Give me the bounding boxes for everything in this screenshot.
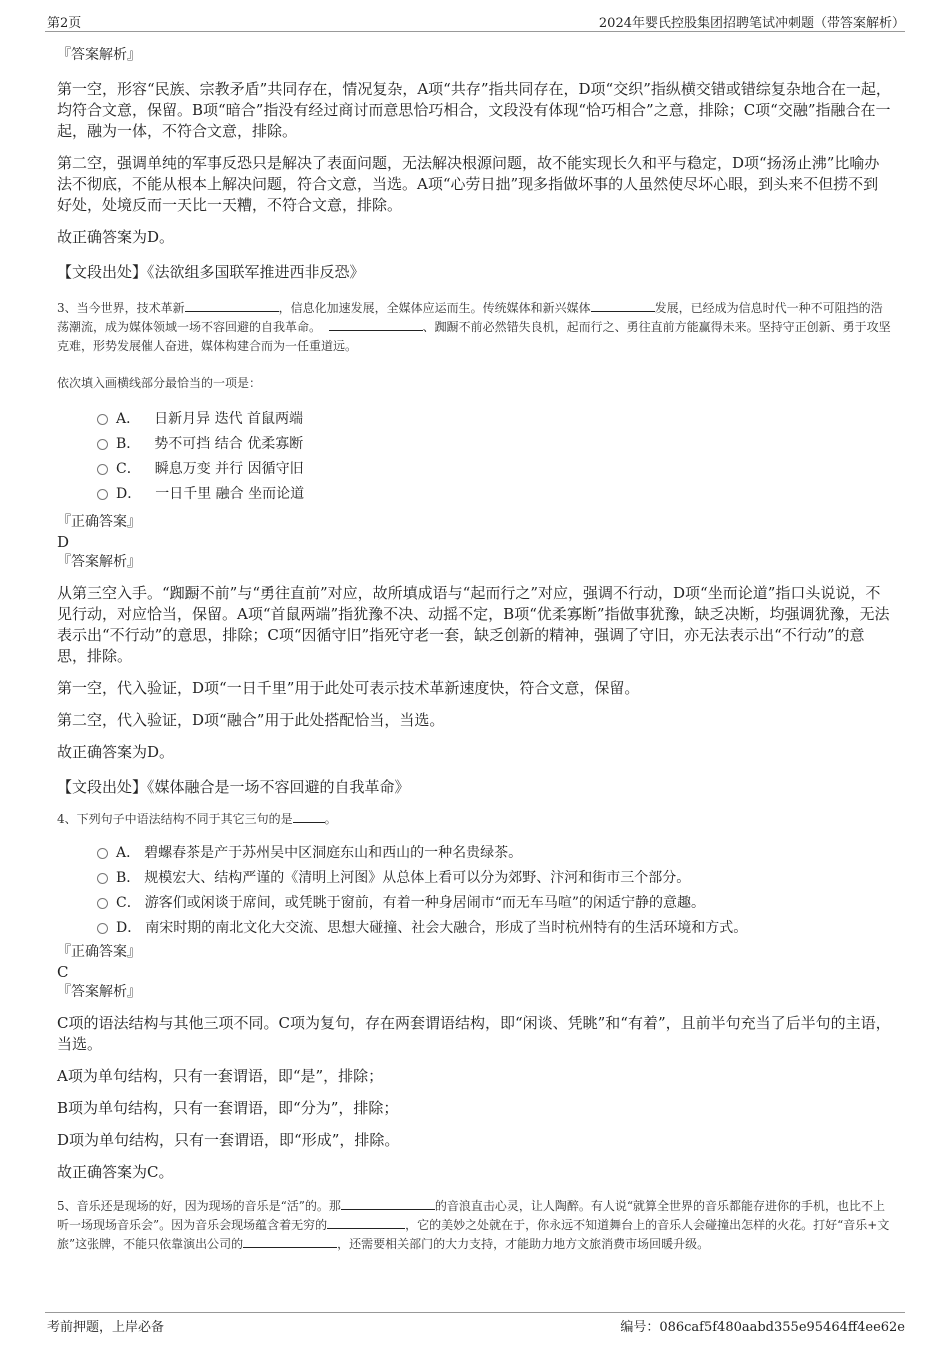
q4-option-c[interactable]: C． 游客们或闲谈于席间，或凭眺于窗前，有着一种身居闹市“而无车马喧”的闲适宁静的意趣。: [97, 891, 892, 916]
blank-3: [329, 318, 423, 331]
blank-q4: [293, 810, 325, 823]
radio-icon[interactable]: [97, 489, 108, 500]
q4-option-d[interactable]: D． 南宋时期的南北文化大交流、思想大碰撞、社会大融合，形成了当时杭州特有的生活环境和方式。: [97, 916, 892, 941]
q3-option-c[interactable]: C． 瞬息万变 并行 因循守旧: [97, 457, 892, 482]
q4-correct-label: 『正确答案』: [57, 944, 141, 960]
document-title: 2024年婴氏控股集团招聘笔试冲刺题（带答案解析）: [598, 16, 905, 31]
q3-analysis-para3: 第二空，代入验证，D项“融合”用于此处搭配恰当，当选。: [57, 711, 445, 729]
page-content: [57, 44, 892, 1254]
q4-analysis-para1: C项的语法结构与其他三项不同。C项为复句，存在两套谓语结构，即“闲谈、凭眺”和“有着”，且前半句充当了后半句的主语，当选。: [57, 1014, 891, 1053]
page-number: 第2页: [47, 16, 82, 31]
document-id: 编号：086caf5f480aabd355e95464ff4ee62e: [620, 1320, 905, 1335]
q4-analysis-para4: D项为单句结构，只有一套谓语，即“形成”，排除。: [57, 1131, 400, 1149]
q3-options: [57, 407, 892, 507]
radio-icon[interactable]: [97, 848, 108, 859]
q4-stem: 4、下列句子中语法结构不同于其它三句的是 。: [57, 812, 337, 826]
radio-icon[interactable]: [97, 439, 108, 450]
q4-analysis-label: 『答案解析』: [57, 984, 141, 1000]
q3-option-b[interactable]: B． 势不可挡 结合 优柔寡断: [97, 432, 892, 457]
q4-option-b[interactable]: B． 规模宏大、结构严谨的《清明上河图》从总体上看可以分为郊野、汴河和街市三个部分。: [97, 866, 892, 891]
blank-2: [327, 1216, 405, 1229]
q3-answer: D: [57, 533, 70, 551]
q3-analysis-label: 『答案解析』: [57, 554, 141, 570]
q4-options: [57, 841, 892, 941]
q3-analysis-para1: 从第三空入手。“踟蹰不前”与“勇往直前”对应，故所填成语与“起而行之”对应，强调不行动，D项“坐而论道”指口头说说，不见行动，对应恰当，保留。A项“首鼠两端”指犹豫不决、动摇不定，B项“优柔寡断”指做事犹豫，缺乏决断，均强调犹豫，无法表示出“不行动”的意思，排除；C项“因循守旧”指死守老一套，缺乏创新的精神，强调了守旧，亦无法表示出“不行动”的意思，排除。: [57, 584, 890, 665]
q3-conclusion: 故正确答案为D。: [57, 743, 175, 761]
radio-icon[interactable]: [97, 898, 108, 909]
q3-source: 【文段出处】《媒体融合是一场不容回避的自我革命》: [57, 778, 410, 796]
blank-1: [185, 299, 279, 312]
q2-conclusion: 故正确答案为D。: [57, 228, 175, 246]
q3-analysis-para2: 第一空，代入验证，D项“一日千里”用于此处可表示技术革新速度快，符合文意，保留。: [57, 679, 640, 697]
footer-divider: [45, 1312, 905, 1313]
blank-2: [591, 299, 655, 312]
q4-conclusion: 故正确答案为C。: [57, 1163, 174, 1181]
radio-icon[interactable]: [97, 464, 108, 475]
blank-3: [243, 1235, 337, 1248]
q2-analysis-para2: 第二空，强调单纯的军事反恐只是解决了表面问题，无法解决根源问题，故不能实现长久和平与稳定，D项“扬汤止沸”比喻办法不彻底，不能从根本上解决问题，符合文意，当选。A项“心劳日拙”现多指做坏事的人虽然使尽坏心眼，到头来不但捞不到好处，处境反而一天比一天糟，不符合文意，排除。: [57, 154, 880, 214]
q3-correct-label: 『正确答案』: [57, 514, 141, 530]
footer-slogan: 考前押题，上岸必备: [47, 1320, 165, 1335]
radio-icon[interactable]: [97, 873, 108, 884]
q5-stem: 5、音乐还是现场的好，因为现场的音乐是“活”的。那 的音浪直击心灵，让人陶醉。有人说“就算全世界的音乐都能存进你的手机，也比不上听一场现场音乐会”。因为音乐会现场蕴含着无穷的 ，它的美妙之处就在于，你永远不知道舞台上的音乐人会碰撞出怎样的火花。打好“音乐+文旅”这张牌，不能只依靠演出公司的 ，还需要相关部门的大力支持，才能助力地方文旅消费市场回暖升级。: [57, 1199, 890, 1251]
q4-answer: C: [57, 963, 69, 981]
blank-1: [341, 1197, 435, 1210]
page-footer: [0, 1308, 950, 1345]
q4-analysis-para2: A项为单句结构，只有一套谓语，即“是”，排除；: [57, 1067, 384, 1085]
radio-icon[interactable]: [97, 923, 108, 934]
q4-analysis-para3: B项为单句结构，只有一套谓语，即“分为”，排除；: [57, 1099, 399, 1117]
q2-source: 【文段出处】《法欲组多国联军推进西非反恐》: [57, 263, 365, 281]
q2-analysis-para1: 第一空，形容“民族、宗教矛盾”共同存在，情况复杂，A项“共存”指共同存在，D项“交织”指纵横交错或错综复杂地合在一起，均符合文意，保留。B项“暗合”指没有经过商讨而意思恰巧相合，文段没有体现“恰巧相合”之意，排除；C项“交融”指融合在一起，融为一体，不符合文意，排除。: [57, 80, 891, 140]
q3-option-d[interactable]: D． 一日千里 融合 坐而论道: [97, 482, 892, 507]
header-divider: [45, 31, 905, 32]
q2-analysis-label: 『答案解析』: [57, 47, 141, 63]
q3-option-a[interactable]: A． 日新月异 迭代 首鼠两端: [97, 407, 892, 432]
q3-prompt: 依次填入画横线部分最恰当的一项是：: [57, 376, 262, 390]
q4-option-a[interactable]: A． 碧螺春茶是产于苏州吴中区洞庭东山和西山的一种名贵绿茶。: [97, 841, 892, 866]
radio-icon[interactable]: [97, 414, 108, 425]
q3-stem: 3、当今世界，技术革新 ，信息化加速发展，全媒体应运而生。传统媒体和新兴媒体 发展，已经成为信息时代一种不可阻挡的浩荡潮流，成为媒体领域一场不容回避的自我革命。 、踟蹰不前必然错失良机，起而行之、勇往直前方能赢得未来。坚持守正创新、勇于攻坚克难，形势发展催人奋进，媒体构建合而为一任重道远。: [57, 301, 891, 353]
page-header: [0, 0, 950, 32]
